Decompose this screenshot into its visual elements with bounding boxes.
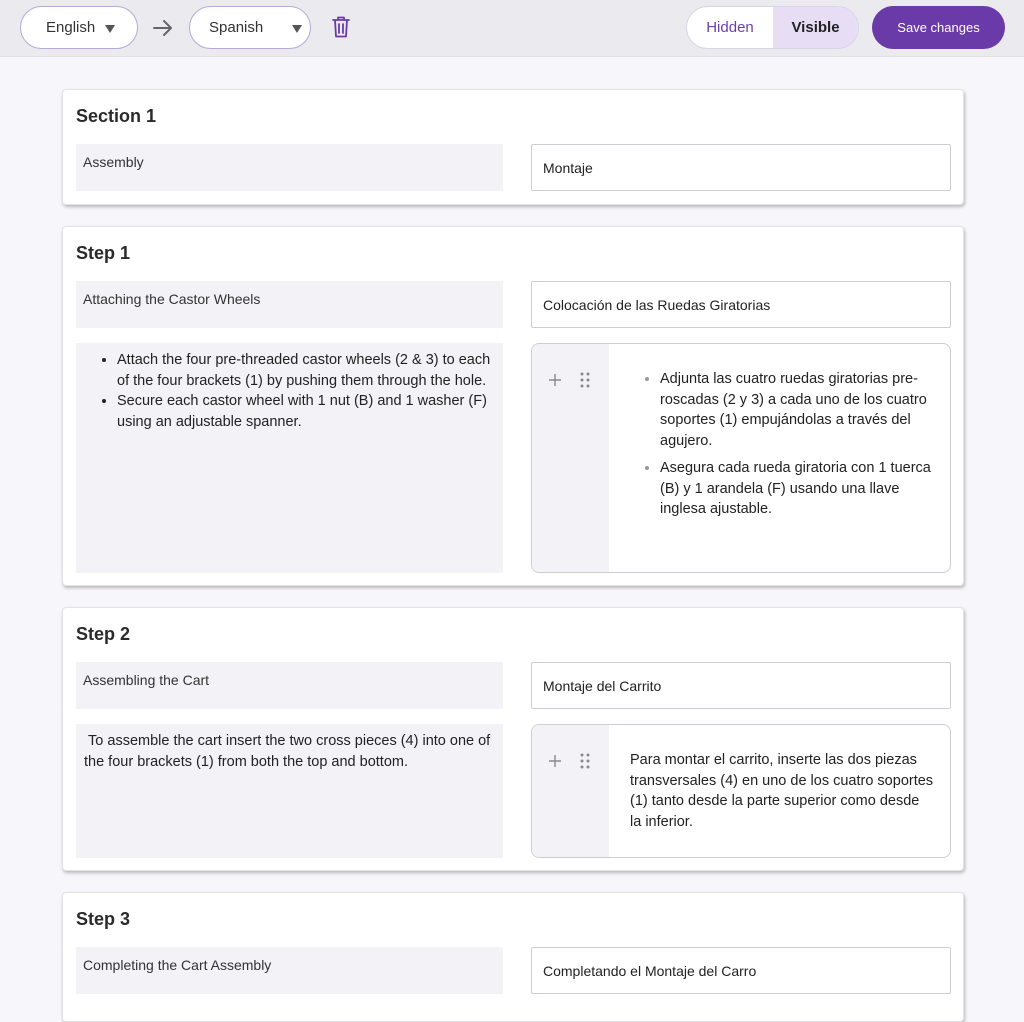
section-title: Section 1 <box>76 106 157 126</box>
section-card <box>62 89 964 205</box>
source-list <box>76 343 503 432</box>
editor-content[interactable] <box>630 750 934 832</box>
chevron-down-icon <box>105 25 115 33</box>
source-title: Attaching the Castor Wheels <box>76 281 503 328</box>
source-paragraph: To assemble the cart insert the two cross pieces (4) into one of the four brackets (1) from both the top and bottom. <box>84 733 495 770</box>
save-changes-button[interactable]: Save changes <box>872 6 1005 49</box>
drag-handle-icon[interactable] <box>580 753 590 769</box>
editor-gutter <box>532 725 609 857</box>
source-title: Assembly <box>76 144 503 191</box>
step-title: Step 2 <box>76 624 131 644</box>
editor-content[interactable] <box>630 369 934 527</box>
target-language-select[interactable] <box>189 6 311 49</box>
visibility-toggle <box>686 6 859 49</box>
list-item: • Secure each castor wheel with 1 nut (B) and 1 washer (F) using an adjustable spanner. <box>117 391 491 432</box>
plus-icon[interactable] <box>548 754 562 768</box>
step-card <box>62 607 964 871</box>
source-title: Assembling the Cart <box>76 662 503 709</box>
drag-handle-icon[interactable] <box>580 372 590 388</box>
source-language-label: English <box>46 19 96 36</box>
list-item: • Adjunta las cuatro ruedas giratorias pre-roscadas (2 y 3) a cada uno de los cuatro soportes (1) empujándolas a través del agujero. <box>660 369 934 451</box>
source-language-select[interactable] <box>20 6 138 49</box>
target-paragraph: Para montar el carrito, inserte las dos piezas transversales (4) en uno de los cuatro soportes (1) tanto desde la parte superior como desde la inferior. <box>630 752 934 830</box>
source-body <box>76 724 503 858</box>
target-language-label: Spanish <box>209 19 264 36</box>
plus-icon[interactable] <box>548 373 562 387</box>
target-body-editor[interactable] <box>531 343 951 573</box>
arrow-right-icon <box>152 17 174 39</box>
step-title: Step 3 <box>76 909 131 929</box>
list-item: • Asegura cada rueda giratoria con 1 tuerca (B) y 1 arandela (F) usando una llave inglesa ajustable. <box>660 458 934 520</box>
target-list <box>630 369 934 520</box>
target-title-input[interactable]: Colocación de las Ruedas Giratorias <box>531 281 951 328</box>
step-title: Step 1 <box>76 243 131 263</box>
toggle-hidden[interactable]: Hidden <box>706 19 754 36</box>
source-title: Completing the Cart Assembly <box>76 947 503 994</box>
target-body-editor[interactable] <box>531 724 951 858</box>
target-title-input[interactable]: Completando el Montaje del Carro <box>531 947 951 994</box>
step-card <box>62 892 964 1022</box>
target-title-input[interactable]: Montaje <box>531 144 951 191</box>
trash-icon[interactable] <box>330 15 352 39</box>
source-body <box>76 343 503 573</box>
toggle-visible[interactable]: Visible <box>773 7 858 48</box>
step-card <box>62 226 964 586</box>
chevron-down-icon <box>292 25 302 33</box>
editor-gutter <box>532 344 609 572</box>
list-item: • Attach the four pre-threaded castor wheels (2 & 3) to each of the four brackets (1) by pushing them through the hole. <box>117 350 491 391</box>
toolbar <box>0 0 1024 57</box>
target-title-input[interactable]: Montaje del Carrito <box>531 662 951 709</box>
